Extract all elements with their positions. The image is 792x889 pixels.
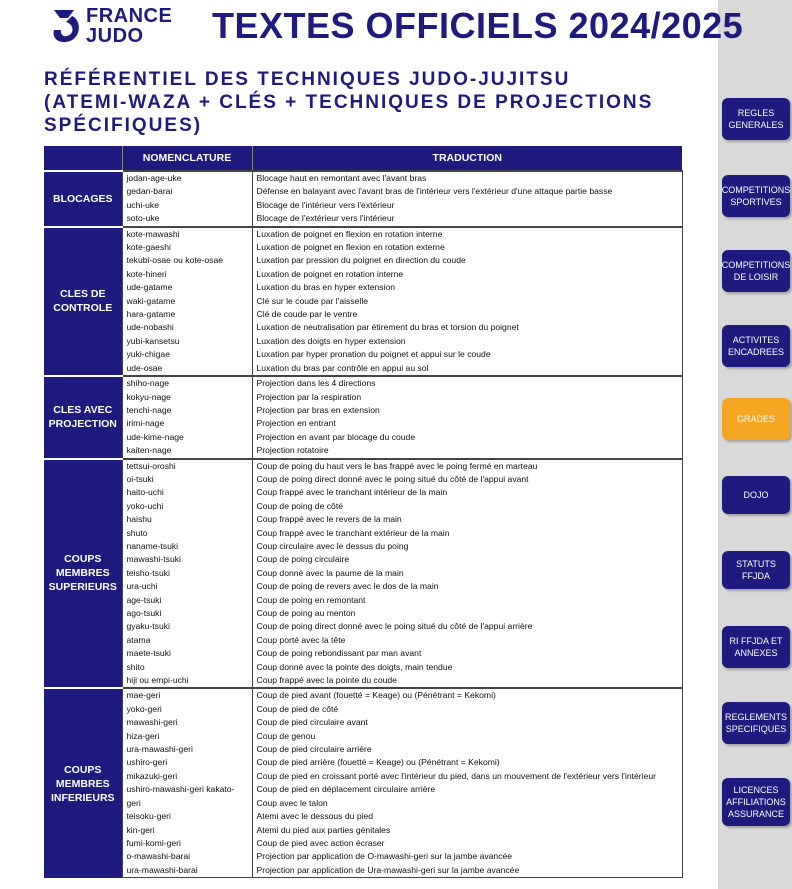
traduction-cell: Atemi avec le dessous du pied: [252, 810, 682, 823]
nomenclature-cell: haishu: [122, 513, 252, 526]
nomenclature-cell: oi-tsuki: [122, 473, 252, 486]
nomenclature-cell: geri: [122, 797, 252, 810]
traduction-cell: Défense en balayant avec l'avant bras de l'intérieur vers l'extérieur d'une attaque partie basse: [252, 185, 682, 198]
traduction-cell: Luxation de poignet en flexion en rotation externe: [252, 241, 682, 254]
table-row: [44, 810, 682, 823]
nomenclature-cell: tekubi-osae ou kote-osae: [122, 254, 252, 267]
table-row: [44, 171, 682, 185]
traduction-cell: Clé de coude par le ventre: [252, 308, 682, 321]
table-row: [44, 730, 682, 743]
nomenclature-cell: o-mawashi-barai: [122, 850, 252, 863]
table-row: [44, 281, 682, 294]
traduction-cell: Coup de pied arrière (fouetté = Keage) ou (Pénétrant = Kekomi): [252, 756, 682, 769]
traduction-cell: Luxation de neutralisation par étirement du bras et torsion du poignet: [252, 321, 682, 334]
traduction-cell: Coup de poing en remontant: [252, 594, 682, 607]
judo-logo-icon: [50, 6, 84, 46]
subtitle-line-3: SPÉCIFIQUES): [44, 115, 203, 136]
traduction-cell: Blocage de l'extérieur vers l'intérieur: [252, 212, 682, 226]
traduction-cell: Projection par bras en extension: [252, 404, 682, 417]
traduction-cell: Coup de pied en croissant porté avec l'intérieur du pied, dans un mouvement de l'extérieur vers l'intérieur: [252, 770, 682, 783]
traduction-cell: Luxation du bras en hyper extension: [252, 281, 682, 294]
traduction-cell: Luxation des doigts en hyper extension: [252, 335, 682, 348]
nomenclature-cell: ude-kime-nage: [122, 431, 252, 444]
nomenclature-cell: age-tsuki: [122, 594, 252, 607]
traduction-cell: Coup de poing de côté: [252, 500, 682, 513]
traduction-cell: Luxation du bras par contrôle en appui au sol: [252, 362, 682, 376]
sidebar-item-statuts-ffjda[interactable]: [722, 551, 790, 589]
traduction-cell: Coup de pied avec action écraser: [252, 837, 682, 850]
table-row: [44, 540, 682, 553]
traduction-cell: Coup porté avec la tête: [252, 634, 682, 647]
traduction-cell: Luxation de poignet en rotation interne: [252, 268, 682, 281]
table-row: [44, 607, 682, 620]
table-row: [44, 417, 682, 430]
subtitle-line-2: (ATEMI-WAZA + CLÉS + TECHNIQUES DE PROJECTIONS: [44, 92, 654, 113]
table-row: [44, 661, 682, 674]
nomenclature-cell: ura-mawashi-barai: [122, 864, 252, 878]
nomenclature-cell: hiji ou empi-uchi: [122, 674, 252, 688]
table-row: [44, 703, 682, 716]
nomenclature-cell: ura-uchi: [122, 580, 252, 593]
table-row: [44, 473, 682, 486]
table-row: [44, 295, 682, 308]
nomenclature-cell: teisoku-geri: [122, 810, 252, 823]
nomenclature-cell: gyaku-tsuki: [122, 620, 252, 633]
table-row: [44, 824, 682, 837]
table-row: [44, 321, 682, 334]
table-row: [44, 404, 682, 417]
france-judo-logo: [50, 4, 200, 50]
category-cell: CLES DE CONTROLE: [44, 227, 122, 376]
table-row: [44, 527, 682, 540]
table-row: [44, 335, 682, 348]
nomenclature-cell: naname-tsuki: [122, 540, 252, 553]
table-row: [44, 837, 682, 850]
table-row: [44, 743, 682, 756]
techniques-table: [44, 146, 683, 878]
sidebar-item-label: REGLES GENERALES: [728, 108, 784, 130]
traduction-cell: Blocage de l'intérieur vers l'extérieur: [252, 199, 682, 212]
sidebar-item-reglements-specifiques[interactable]: [722, 702, 790, 744]
traduction-cell: Coup frappé avec la pointe du coude: [252, 674, 682, 688]
nomenclature-cell: yubi-kansetsu: [122, 335, 252, 348]
sidebar-item-label: COMPETITIONS SPORTIVES: [721, 185, 791, 207]
nomenclature-cell: tenchi-nage: [122, 404, 252, 417]
nomenclature-cell: jodan-age-uke: [122, 171, 252, 185]
nomenclature-cell: mae-geri: [122, 688, 252, 702]
nomenclature-cell: kin-geri: [122, 824, 252, 837]
sidebar-item-label: GRADES: [736, 414, 775, 424]
sidebar-item-ri-ffjda-et-annexes[interactable]: [722, 626, 790, 668]
traduction-cell: Projection par application de Ura-mawashi-geri sur la jambe avancée: [252, 864, 682, 878]
table-row: [44, 783, 682, 796]
category-cell: COUPS MEMBRES INFERIEURS: [44, 688, 122, 877]
nomenclature-cell: kaiten-nage: [122, 444, 252, 458]
table-row: [44, 513, 682, 526]
table-row: [44, 647, 682, 660]
traduction-cell: Coup frappé avec le tranchant extérieur de la main: [252, 527, 682, 540]
nomenclature-cell: kote-mawashi: [122, 227, 252, 241]
category-cell: BLOCAGES: [44, 171, 122, 227]
sidebar-item-dojo[interactable]: [722, 476, 790, 514]
nomenclature-cell: uchi-uke: [122, 199, 252, 212]
traduction-cell: Coup donné avec la pointe des doigts, main tendue: [252, 661, 682, 674]
table-row: [44, 268, 682, 281]
nomenclature-cell: hara-gatame: [122, 308, 252, 321]
nomenclature-cell: soto-uke: [122, 212, 252, 226]
sidebar-item-label: COMPETITIONS DE LOISIR: [721, 260, 791, 282]
table-row: [44, 199, 682, 212]
traduction-cell: Coup de pied circulaire avant: [252, 716, 682, 729]
sidebar-item-label: RI FFJDA ET ANNEXES: [729, 636, 783, 658]
sidebar-item-grades[interactable]: [722, 398, 790, 440]
traduction-cell: Coup de poing au menton: [252, 607, 682, 620]
nomenclature-cell: shito: [122, 661, 252, 674]
sidebar-item-label: STATUTS FFJDA: [736, 559, 776, 581]
sidebar-item-competitions-de-loisir[interactable]: [722, 250, 790, 292]
nomenclature-cell: mawashi-tsuki: [122, 553, 252, 566]
nomenclature-cell: hiza-geri: [122, 730, 252, 743]
sidebar-item-label: LICENCES AFFILIATIONS ASSURANCE: [726, 785, 786, 819]
nomenclature-cell: shiho-nage: [122, 376, 252, 390]
nomenclature-header: NOMENCLATURE: [122, 146, 252, 171]
nomenclature-cell: ude-gatame: [122, 281, 252, 294]
traduction-cell: Blocage haut en remontant avec l'avant bras: [252, 171, 682, 185]
nomenclature-cell: mawashi-geri: [122, 716, 252, 729]
table-row: [44, 553, 682, 566]
nomenclature-cell: mikazuki-geri: [122, 770, 252, 783]
table-row: [44, 716, 682, 729]
table-row: [44, 348, 682, 361]
sidebar-item-label: DOJO: [743, 490, 769, 500]
traduction-header: TRADUCTION: [252, 146, 682, 171]
nomenclature-cell: ura-mawashi-geri: [122, 743, 252, 756]
nomenclature-cell: ude-osae: [122, 362, 252, 376]
table-row: [44, 500, 682, 513]
nomenclature-cell: teisho-tsuki: [122, 567, 252, 580]
nomenclature-cell: waki-gatame: [122, 295, 252, 308]
category-cell: COUPS MEMBRES SUPERIEURS: [44, 459, 122, 689]
table-row: [44, 486, 682, 499]
nomenclature-cell: shuto: [122, 527, 252, 540]
traduction-cell: Coup circulaire avec le dessus du poing: [252, 540, 682, 553]
nomenclature-cell: ago-tsuki: [122, 607, 252, 620]
traduction-cell: Coup donné avec la paume de la main: [252, 567, 682, 580]
traduction-cell: Coup frappé avec le tranchant intérieur de la main: [252, 486, 682, 499]
category-cell: CLES AVEC PROJECTION: [44, 376, 122, 458]
table-row: [44, 391, 682, 404]
nomenclature-cell: yoko-geri: [122, 703, 252, 716]
traduction-cell: Projection en avant par blocage du coude: [252, 431, 682, 444]
table-row: [44, 212, 682, 226]
nomenclature-cell: tettsui-oroshi: [122, 459, 252, 473]
traduction-cell: Projection en entrant: [252, 417, 682, 430]
table-row: [44, 850, 682, 863]
table-row: [44, 362, 682, 376]
table-row: [44, 634, 682, 647]
table-row: [44, 580, 682, 593]
table-row: [44, 431, 682, 444]
nomenclature-cell: ushiro-mawashi-geri kakato-: [122, 783, 252, 796]
table-row: [44, 594, 682, 607]
table-row: [44, 376, 682, 390]
traduction-cell: Luxation par hyper pronation du poignet et appui sur le coude: [252, 348, 682, 361]
page-title: TEXTES OFFICIELS 2024/2025: [212, 5, 744, 46]
table-row: [44, 620, 682, 633]
sidebar-item-label: ACTIVITES ENCADREES: [727, 335, 784, 357]
table-row: [44, 444, 682, 458]
traduction-cell: Atemi du pied aux parties génitales: [252, 824, 682, 837]
nomenclature-cell: kokyu-nage: [122, 391, 252, 404]
table-row: [44, 770, 682, 783]
traduction-cell: Coup de pied circulaire arrière: [252, 743, 682, 756]
nomenclature-cell: atama: [122, 634, 252, 647]
traduction-cell: Clé sur le coude par l'aisselle: [252, 295, 682, 308]
traduction-cell: Coup frappé avec le revers de la main: [252, 513, 682, 526]
traduction-cell: Coup de poing direct donné avec le poing situé du côté de l'appui arrière: [252, 620, 682, 633]
table-header-row: [44, 146, 682, 171]
traduction-cell: Coup avec le talon: [252, 797, 682, 810]
sidebar-item-activites-encadrees[interactable]: [722, 325, 790, 367]
nomenclature-cell: kote-gaeshi: [122, 241, 252, 254]
table-row: [44, 688, 682, 702]
traduction-cell: Coup de poing rebondissant par man avant: [252, 647, 682, 660]
nomenclature-cell: haito-uchi: [122, 486, 252, 499]
nomenclature-cell: irimi-nage: [122, 417, 252, 430]
sidebar-item-competitions-sportives[interactable]: [722, 175, 790, 217]
category-header: [44, 146, 122, 171]
table-row: [44, 254, 682, 267]
traduction-cell: Coup de poing direct donné avec le poing situé du côté de l'appui avant: [252, 473, 682, 486]
subtitle-line-1: RÉFÉRENTIEL DES TECHNIQUES JUDO-JUJITSU: [44, 69, 571, 90]
nomenclature-cell: yoko-uchi: [122, 500, 252, 513]
traduction-cell: Coup de pied de côté: [252, 703, 682, 716]
logo-line-2: JUDO: [86, 25, 144, 47]
table-row: [44, 241, 682, 254]
table-row: [44, 227, 682, 241]
traduction-cell: Coup de pied avant (fouetté = Keage) ou (Pénétrant = Kekomi): [252, 688, 682, 702]
traduction-cell: Coup de poing du haut vers le bas frappé avec le poing fermé en marteau: [252, 459, 682, 473]
table-row: [44, 459, 682, 473]
logo-line-1: FRANCE: [86, 5, 173, 27]
traduction-cell: Projection par application de O-mawashi-geri sur la jambe avancée: [252, 850, 682, 863]
sidebar-item-licences-affiliations-assurance[interactable]: [722, 778, 790, 826]
traduction-cell: Projection rotatoire: [252, 444, 682, 458]
nomenclature-cell: fumi-komi-geri: [122, 837, 252, 850]
table-row: [44, 864, 682, 878]
table-row: [44, 674, 682, 688]
nomenclature-cell: kote-hineri: [122, 268, 252, 281]
nomenclature-cell: ushiro-geri: [122, 756, 252, 769]
traduction-cell: Luxation de poignet en flexion en rotation interne: [252, 227, 682, 241]
traduction-cell: Projection dans les 4 directions: [252, 376, 682, 390]
section-subtitle: [44, 68, 704, 137]
nomenclature-cell: yuki-chigae: [122, 348, 252, 361]
traduction-cell: Coup de poing circulaire: [252, 553, 682, 566]
table-row: [44, 756, 682, 769]
traduction-cell: Coup de pied en déplacement circulaire arrière: [252, 783, 682, 796]
sidebar-item-label: REGLEMENTS SPECIFIQUES: [724, 712, 787, 734]
nomenclature-cell: ude-nobashi: [122, 321, 252, 334]
sidebar-item-regles-generales[interactable]: [722, 98, 790, 140]
table-row: [44, 567, 682, 580]
table-row: [44, 797, 682, 810]
traduction-cell: Coup de genou: [252, 730, 682, 743]
traduction-cell: Luxation par pression du poignet en direction du coude: [252, 254, 682, 267]
nomenclature-cell: gedan-barai: [122, 185, 252, 198]
traduction-cell: Projection par la respiration: [252, 391, 682, 404]
table-row: [44, 185, 682, 198]
nomenclature-cell: maete-tsuki: [122, 647, 252, 660]
table-row: [44, 308, 682, 321]
traduction-cell: Coup de poing de revers avec le dos de la main: [252, 580, 682, 593]
